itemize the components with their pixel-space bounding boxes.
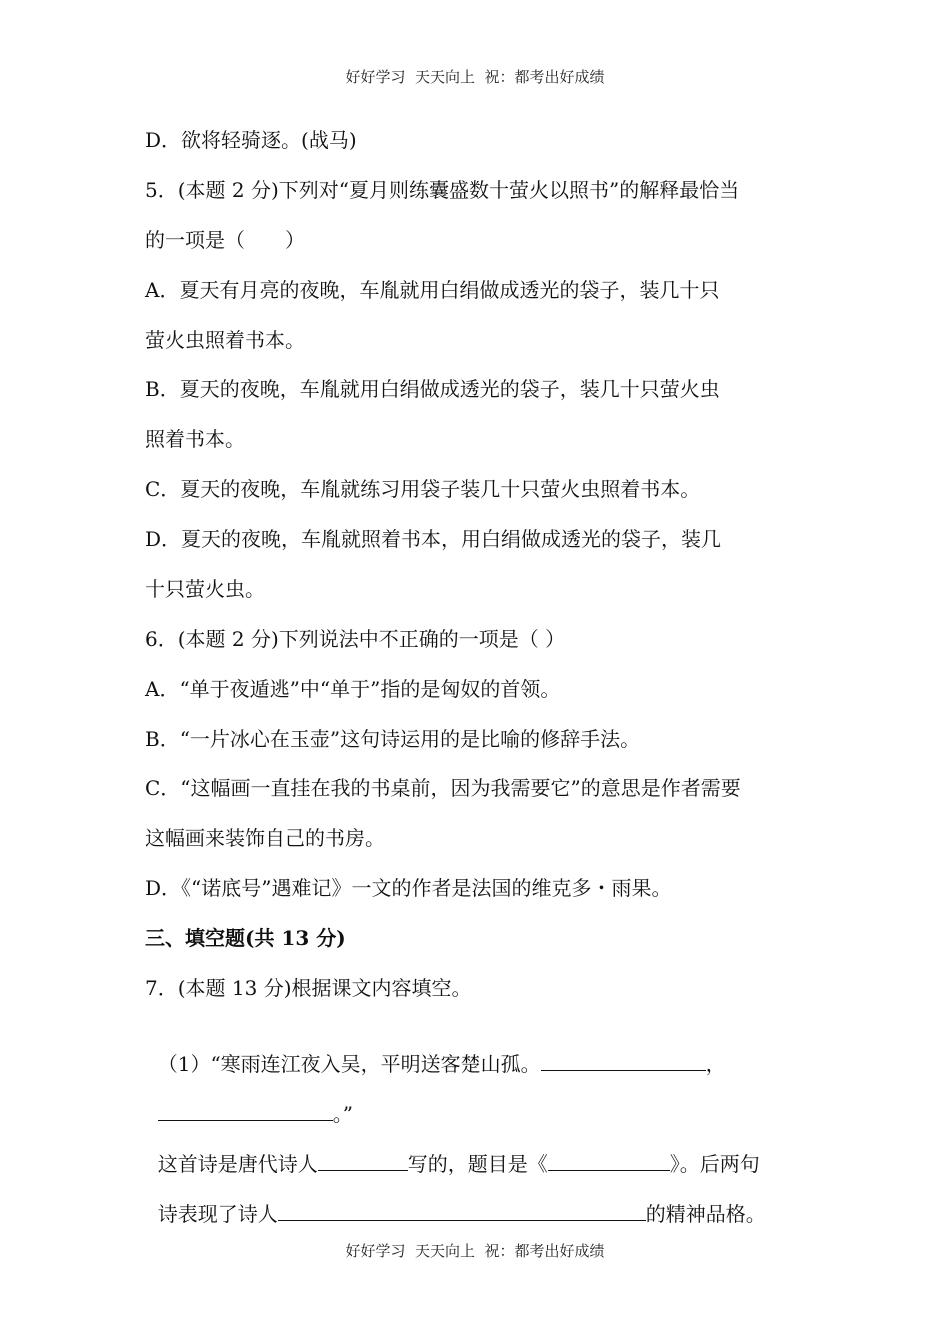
q7-quality-prefix: 诗表现了诗人: [157, 1202, 278, 1226]
answer-blank[interactable]: [541, 1052, 706, 1071]
q7-quality-suffix: 的精神品格。: [645, 1202, 766, 1226]
q6-option-c-cont: 这幅画来装饰自己的书房。: [145, 826, 385, 850]
section-heading-fill-blank: 三、填空题(共 13 分): [145, 926, 346, 950]
question-5-stem-cont: 的一项是（ ）: [145, 228, 305, 252]
q5-option-b: B．夏天的夜晚，车胤就用白绢做成透光的袋子，装几十只萤火虫: [145, 377, 720, 401]
q7-poem-line-2: [145, 1075, 353, 1127]
q6-option-c: C．“这幅画一直挂在我的书桌前，因为我需要它”的意思是作者需要: [145, 776, 741, 800]
q5-option-d: D．夏天的夜晚，车胤就照着书本，用白绢做成透光的袋子，装几: [145, 527, 722, 551]
q7-part-1-line: [145, 1025, 726, 1077]
q6-option-a: A．“单于夜遁逃”中“单于”指的是匈奴的首领。: [145, 677, 561, 701]
q7-comma: ，: [705, 1052, 726, 1076]
answer-blank-poet[interactable]: [318, 1152, 408, 1171]
page-header: 好好学习 天天向上 祝：都考出好成绩: [345, 68, 605, 86]
answer-blank[interactable]: [158, 1102, 333, 1121]
question-6-stem: 6．(本题 2 分)下列说法中不正确的一项是（ ）: [145, 627, 566, 651]
q7-quality-line: [145, 1175, 766, 1227]
q6-option-d: D．《“诺底号”遇难记》一文的作者是法国的维克多・雨果。: [145, 876, 672, 900]
q5-option-b-cont: 照着书本。: [145, 427, 245, 451]
question-5-stem: 5．(本题 2 分)下列对“夏月则练囊盛数十萤火以照书”的解释最恰当: [145, 178, 740, 202]
answer-blank-title[interactable]: [548, 1152, 670, 1171]
q6-option-b: B．“一片冰心在玉壶”这句诗运用的是比喻的修辞手法。: [145, 727, 641, 751]
q5-option-a: A．夏天有月亮的夜晚，车胤就用白绢做成透光的袋子，装几十只: [145, 278, 720, 302]
option-d-q4: D．欲将轻骑逐。(战马): [145, 128, 357, 152]
q7-poem-text: （1）“寒雨连江夜入吴，平明送客楚山孤。: [157, 1052, 541, 1076]
page-footer: 好好学习 天天向上 祝：都考出好成绩: [345, 1242, 605, 1260]
q7-title-suffix: 》。后两句: [669, 1152, 760, 1176]
answer-blank-quality[interactable]: [278, 1202, 646, 1221]
q5-option-d-cont: 十只萤火虫。: [145, 577, 265, 601]
q7-title-prefix: 写的，题目是《: [407, 1152, 548, 1176]
q7-poet-line: [145, 1125, 760, 1177]
q5-option-a-cont: 萤火虫照着书本。: [145, 328, 305, 352]
question-7-stem: 7．(本题 13 分)根据课文内容填空。: [145, 976, 472, 1000]
q7-close-quote: 。”: [332, 1102, 353, 1126]
q7-poet-prefix: 这首诗是唐代诗人: [157, 1152, 318, 1176]
q5-option-c: C．夏天的夜晚，车胤就练习用袋子装几十只萤火虫照着书本。: [145, 477, 701, 501]
